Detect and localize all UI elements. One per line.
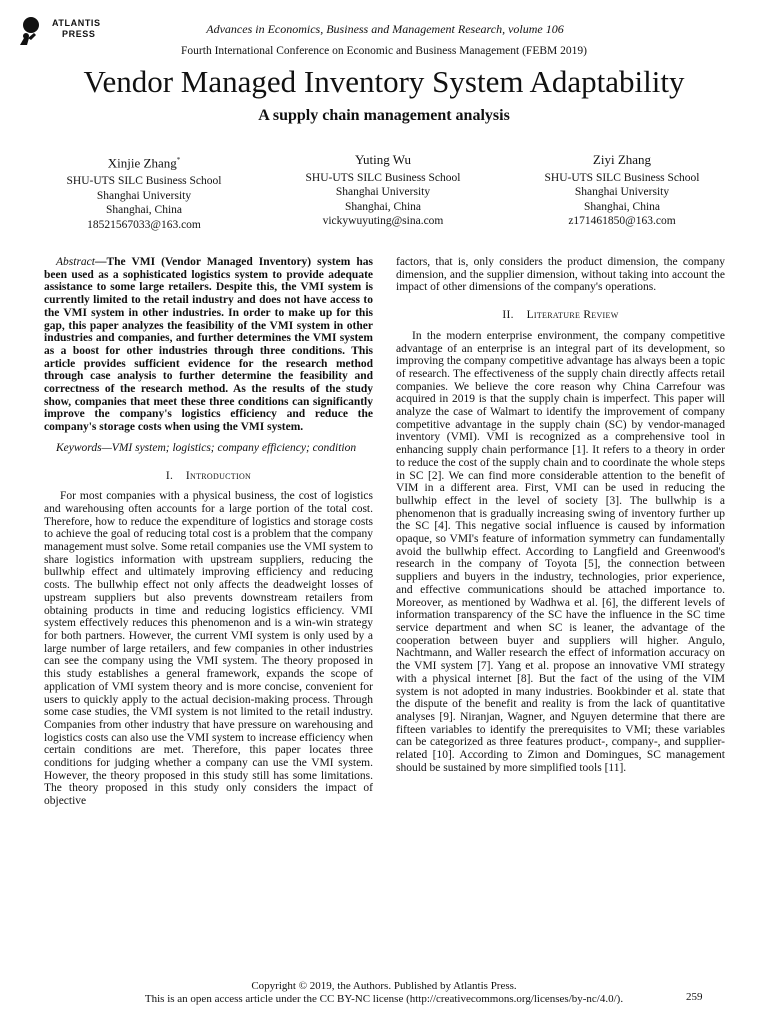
intro-continuation: factors, that is, only considers the product dimension, the company dimension, and the supplier dimension, without taking into account the impact of other dimensions of the company's operations.: [396, 256, 725, 294]
author-city: Shanghai, China: [344, 200, 422, 213]
author-name: Xinjie Zhang*: [107, 155, 181, 171]
paper-title: Vendor Managed Inventory System Adaptability: [83, 64, 685, 99]
intro-paragraph: For most companies with a physical business, the cost of logistics and warehousing often accounts for a large portion of the total cost. Therefore, how to reduce the expenditure of logistics and storage costs to achieve the goal of reducing total cost is a problem that the company management must solve. Some retail companies use the VMI system to share logistics information with upstream suppliers, reducing the bullwhip effect and ultimately improving efficiency and reducing costs. The bullwhip effect not only affects the deadweight losses of upstream suppliers but also prevents downstream retailers from obtaining products in time and reducing logistics efficiency. VMI system effectively reduces this phenomenon and is a win-win strategy for both partners. However, the current VMI system is only used by a large number of large retailers, and few companies in other industries can see the company using the VMI system. The theory proposed in this study establishes a general framework, expands the scope of application of VMI system theory and is more concise, convenient for users to quickly apply to the actual decision-making process. Through some case studies, the VMI system is not limited to the retail industry. Companies from other industry that have pressure on warehousing and logistics costs can also use the VMI system to increase efficiency when certain conditions are met. Therefore, this paper locates three conditions for judging whether a company can use the VMI system. However, the theory proposed in this study still has some limitations. The theory proposed in this study only considers the impact of objective: [44, 490, 373, 808]
author-block-2: [258, 153, 508, 229]
abstract-text: —The VMI (Vendor Managed Inventory) system has been used as a sophisticated logistics system to provide adequate assistance to some large retailers. Despite this, the VMI system is currently limited to the retail industry and does not have access to the VMI system in other industries. In order to make up for this gap, this paper analyzes the feasibility of the VMI system in other industries and companies, and further determines the VMI system as a boost for other industries through three conditions. This article provides sufficient evidence for the research method through case analysis to further determine the feasibility and correctness of the research method. As the results of the study show, companies that meet these three conditions can significantly improve the company's logistics efficiency and reduce the company's storage costs when using the VMI system.: [44, 256, 373, 434]
logo-wordmark: [52, 18, 101, 40]
author-city: Shanghai, China: [583, 200, 661, 213]
left-column: [44, 256, 373, 808]
atlas-figure-icon: [14, 16, 48, 46]
abstract-label: Abstract: [56, 256, 95, 268]
author-name: Ziyi Zhang: [592, 152, 652, 167]
author-school: SHU-UTS SILC Business School: [544, 171, 700, 184]
right-column: [396, 256, 725, 774]
page-number: 259: [686, 991, 703, 1003]
author-email[interactable]: vickywuyuting@sina.com: [322, 215, 444, 228]
author-university: Shanghai University: [335, 186, 431, 199]
author-university: Shanghai University: [96, 189, 192, 202]
license-line[interactable]: This is an open access article under the CC BY-NC license (http://creativecommons.org/licenses/by-nc/4.0/).: [144, 993, 624, 1005]
author-city: Shanghai, China: [105, 204, 183, 217]
author-university: Shanghai University: [574, 186, 670, 199]
keywords: Keywords—VMI system; logistics; company efficiency; condition: [56, 441, 357, 454]
atlantis-press-logo: [14, 16, 134, 46]
corresponding-mark: *: [176, 156, 181, 164]
logo-line-1: ATLANTIS: [52, 18, 101, 28]
section-heading-introduction: I. Introduction: [165, 469, 252, 482]
copyright-line: Copyright © 2019, the Authors. Published by Atlantis Press.: [251, 980, 517, 992]
author-name: Yuting Wu: [355, 152, 411, 167]
literature-paragraph: In the modern enterprise environment, the company competitive advantage of an enterprise is an integral part of its development, so improving the company competitive advantage has always been a topic of research. The effectiveness of the supply chain directly affects retail companies. We believe the core reason why China Carrefour was acquired in 2019 is that the supply chain is imperfect. This paper will analyze the case of Walmart to identify the improvement of company competitive advantage in the supply chain (SC) by vendor-managed inventory (VMI). VMI is recognized as a comprehensive tool in enhancing supply chain performance [1]. It refers to a theory in order to reduce the cost of the supply chain and to coordinate the whole steps in SC [2]. We can find more considerable attention to the benefit of VIM in a different area. First, VMI can be used in reducing the bullwhip effect in the level of society [3]. The bullwhip is a phenomenon that is gradually increasing swing of inventory further up the SC [4]. This negative social influence is caused by information opaque, so VMI's feature of information symmetry can fundamentally avoid the bullwhip effect. According to Langfield and Greenwood's research in the company of Toyota [5], the connection between suppliers and buyers in the industry, technologies, prior experience, and effective communications should be attached importance to. Moreover, as mentioned by Wadhwa et al. [6], the different levels of information transparency of the SC have the influence in the SC time service department and when SC is leaner, the advantage of the cooperation between buyer and suppliers will higher. Angulo, Nachtmann, and Waller research the effect of information accuracy on the VMI system [7]. Yang et al. propose an innovative VMI strategy with a physical internet [8]. But the fact of the using of the VIM system is not adopted in many industries. Bookbinder et al. state that the dispute of the benefit and reality is from the lack of quantitative analyses [9]. Niranjan, Wagner, and Nguyen determine that there are fifteen variables to identify the prerequisites to VMI; these variables can be categorized as three features product-, company-, and supplier-related [10]. According to Zimon and Domingues, SC management should be sustained by more simplified tools [11].: [396, 329, 725, 774]
author-block-1: [19, 153, 269, 232]
logo-line-2: PRESS: [62, 29, 96, 39]
author-school: SHU-UTS SILC Business School: [66, 174, 222, 187]
author-block-3: [497, 153, 747, 229]
page-footer: [100, 980, 668, 1006]
abstract: [44, 256, 373, 434]
author-email[interactable]: z171461850@163.com: [568, 215, 676, 228]
conference-header: Fourth International Conference on Economic and Business Management (FEBM 2019): [181, 45, 587, 57]
author-school: SHU-UTS SILC Business School: [305, 171, 461, 184]
author-email[interactable]: 18521567033@163.com: [87, 218, 201, 231]
paper-subtitle: A supply chain management analysis: [258, 107, 510, 124]
section-heading-literature-review: II. Literature Review: [502, 309, 619, 322]
journal-header: Advances in Economics, Business and Management Research, volume 106: [206, 22, 564, 36]
